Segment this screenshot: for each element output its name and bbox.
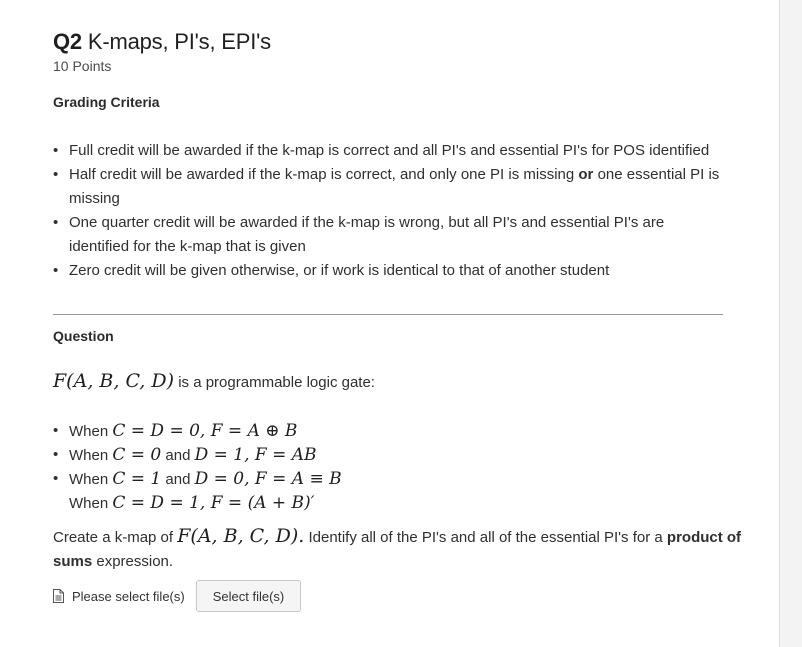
question-intro xyxy=(53,370,375,392)
question-heading: Question xyxy=(53,328,114,344)
criteria-item: • Zero credit will be given otherwise, or if work is identical to that of another student xyxy=(53,259,725,283)
section-divider xyxy=(53,314,723,315)
case-item: • When C = 1 and D = 0, F = A ≡ B xyxy=(53,467,342,491)
case-item: • When C = D = 0, F = A ⊕ B xyxy=(53,419,342,443)
grading-criteria-list xyxy=(53,139,725,283)
question-title xyxy=(53,29,271,55)
file-upload xyxy=(53,580,301,612)
question-title-text: K-maps, PI's, EPI's xyxy=(87,29,271,54)
criteria-item: • Half credit will be awarded if the k-map is correct, and only one PI is missing or one essential PI is missing xyxy=(53,163,725,211)
criteria-item: • Full credit will be awarded if the k-map is correct and all PI's and essential PI's for POS identified xyxy=(53,139,725,163)
case-item: • When C = 0 and D = 1, F = AB xyxy=(53,443,342,467)
criteria-item: • One quarter credit will be awarded if the k-map is wrong, but all PI's and essential PI's are identified for the k-map that is given xyxy=(53,211,725,259)
grading-criteria-heading: Grading Criteria xyxy=(53,94,160,110)
function-expression: F(A, B, C, D) xyxy=(53,370,175,392)
question-points: 10 Points xyxy=(53,58,112,74)
upload-label: Please select file(s) xyxy=(72,588,185,604)
select-files-button[interactable]: Select file(s) xyxy=(196,580,302,612)
question-number: Q2 xyxy=(53,29,82,54)
case-item: When C = D = 1, F = (A + B)′ xyxy=(69,493,315,513)
question-task: Create a k-map of F(A, B, C, D). Identify all of the PI's and all of the essential PI's for a product of sums expression. xyxy=(53,525,742,570)
intro-text: is a programmable logic gate: xyxy=(178,374,375,391)
cases-list xyxy=(53,419,342,515)
file-icon xyxy=(53,589,64,603)
